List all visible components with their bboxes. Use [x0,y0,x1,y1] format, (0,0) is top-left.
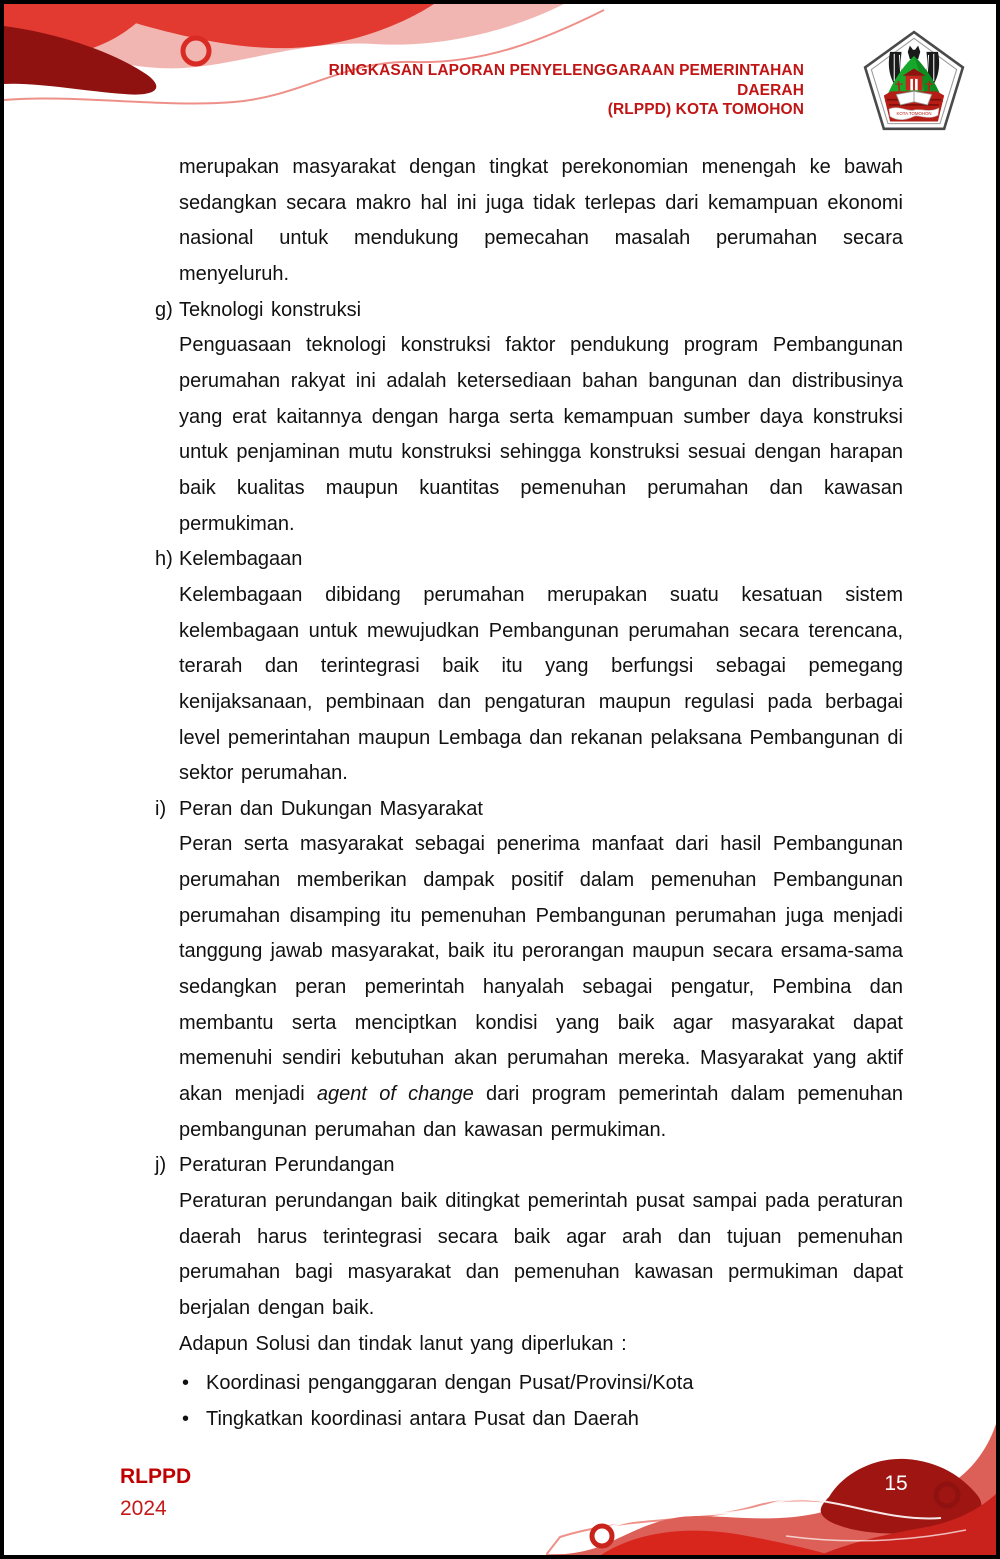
list-item-h-head [155,542,903,578]
solution-item-1: • Koordinasi penganggaran dengan Pusat/Provinsi/Kota [179,1366,903,1402]
list-item-i-paragraph [155,827,903,1148]
intro-continuation-paragraph: merupakan masyarakat dengan tingkat perekonomian menengah ke bawah sedangkan secara makro hal ini juga tidak terlepas dari kemampuan ekonomi nasional untuk mendukung pemecahan masalah perumahan secara menyeluruh. [179,156,903,285]
page-number: 15 [884,1472,908,1495]
footer-year: 2024 [120,1497,167,1520]
document-body [155,150,903,1438]
list-item-i-paragraph-part2: dari program pemerintah dalam pemenuhan pembangunan perumahan dan kawasan permukiman. [179,1083,903,1141]
report-header-title [296,61,804,120]
agent-of-change-italic: agent of change [316,1083,474,1106]
kota-tomohon-logo [860,30,968,134]
solutions-intro: Adapun Solusi dan tindak lanut yang diperlukan : [179,1332,627,1355]
list-item-h-paragraph: Kelembagaan dibidang perumahan merupakan suatu kesatuan sistem kelembagaan untuk mewujudkan Pembangunan perumahan secara terencana, terarah dan terintegrasi baik itu yang berfungsi sebagai pemegang kenijaksanaan, pembinaan dan pengaturan maupun regulasi pada berbagai level pemerintahan maupun Lembaga dan rekanan pelaksana Pembangunan di sektor perumahan. [179,583,903,785]
list-item-j-paragraph: Peraturan perundangan baik ditingkat pemerintah pusat sampai pada peraturan daerah harus terintegrasi secara baik agar arah dan tujuan pemenuhan perumahan bagi masyarakat dan pemenuhan kawasan permukiman dapat berjalan dengan baik. [179,1190,903,1319]
list-item-h-heading: Kelembagaan [179,548,303,571]
footer-wave-decoration [546,1424,996,1555]
footer-doc-label: RLPPD [120,1465,192,1488]
list-item-j-label: j) [155,1154,167,1177]
list-item-h-label: h) [155,548,173,571]
logo-banner-text: KOTA TOMOHON [896,110,932,116]
list-item-j-head [155,1148,903,1184]
list-item-g-paragraph: Penguasaan teknologi konstruksi faktor pendukung program Pembangunan perumahan rakyat ini adalah ketersediaan bahan bangunan dan distribusinya yang erat kaitannya dengan harga serta kemampuan sumber daya konstruksi untuk penjaminan mutu konstruksi sehingga konstruksi sesuai dengan harapan baik kualitas maupun kuantitas pemenuhan perumahan dan kawasan permukiman. [179,334,903,535]
report-title-line2: (RLPPD) KOTA TOMOHON [607,101,804,118]
list-item-g-label: g) [155,298,173,321]
list-item-g-heading: Teknologi konstruksi [179,298,362,321]
report-title-line1: RINGKASAN LAPORAN PENYELENGGARAAN PEMERINTAHAN DAERAH [328,62,804,99]
list-item-i-head [155,792,903,828]
solution-item-2: • Tingkatkan koordinasi antara Pusat dan Daerah [179,1402,903,1438]
list-item-i-paragraph-part1: Peran serta masyarakat sebagai penerima manfaat dari hasil Pembangunan perumahan memberikan dampak positif dalam pemenuhan Pembangunan perumahan disamping itu pemenuhan Pembangunan perumahan juga menjadi tanggung jawab masyarakat, baik itu perorangan maupun secara ersama-sama sedangkan peran pemerintah hanyalah sebagai pengatur, Pembina dan membantu serta menciptkan kondisi yang baik agar masyarakat dapat memenuhi sendiri kebutuhan akan perumahan mereka. Masyarakat yang aktif akan menjadi [179,833,903,1106]
list-item-i-label: i) [155,797,167,820]
list-item-i-heading: Peran dan Dukungan Masyarakat [179,797,483,820]
list-item-g-head [155,293,903,329]
list-item-j-heading: Peraturan Perundangan [179,1154,395,1177]
